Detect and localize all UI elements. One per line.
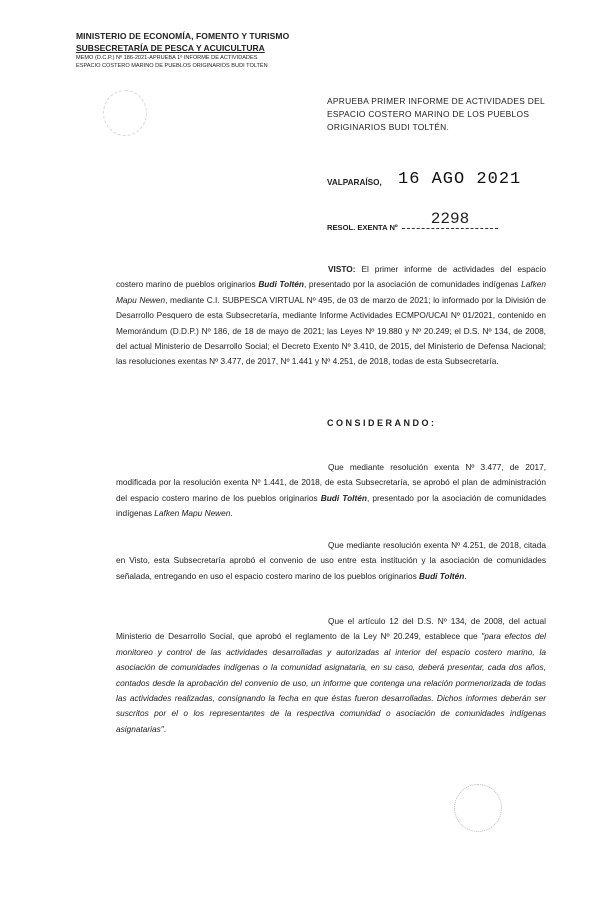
regulation-quote: "para efectos del monitoreo y control de las actividades desarrolladas y autorizadas al interior del espacio costero marino, la asociación de comunidades indígenas o la comunidad asignataria, en su caso, deberá presentar, cada dos años, contados desde la aprobación del convenio de uso, un informe que contenga una relación pormenorizada de todas las actividades realizadas, consignando la fecha en que éstas fueron desarrolladas. Dichos informes deberán ser suscritos por el o los representantes de la respectiva comunidad o asociación de comunidades indígenas asignatarias" bbox=[116, 631, 546, 734]
resolution-label: RESOL. EXENTA Nº bbox=[327, 223, 398, 232]
considerando-paragraph-1: Que mediante resolución exenta Nº 3.477, de 2017, modificada por la resolución exenta Nº 1.441, de 2018, de esta Subsecretaría, se aprobó el plan de administración del espacio costero marino de los pueblos originarios Budi Toltén, presentado por la asociación de comunidades indígenas Lafken Mapu Newen. bbox=[116, 462, 546, 519]
subsecretaria-name: SUBSECRETARÍA DE PESCA Y ACUICULTURA bbox=[76, 43, 265, 53]
association-name: Lafken Mapu Newen bbox=[154, 508, 231, 519]
letterhead bbox=[76, 30, 316, 70]
visto-paragraph: VISTO: El primer informe de actividades del espacio costero marino de pueblos originarios Budi Toltén, presentado por la asociación de comunidades indígenas Lafken Mapu Newen, mediante C.I. SUBPESCA VIRTUAL Nº 495, de 03 de marzo de 2021; lo informado por la División de Desarrollo Pesquero de esta Subsecretaría, mediante Informe Actividades ECMPO/UCAI Nº 01/2021, contenido en Memorándum (D.D.P.) Nº 186, de 18 de mayo de 2021; las Leyes Nº 19.880 y Nº 20.249; el D.S. Nº 134, de 2008, del actual Ministerio de Desarrollo Social; el Decreto Exento Nº 3.410, de 2015, del Ministerio de Defensa Nacional; las resoluciones exentas Nº 3.477, de 2017, Nº 1.441 y Nº 4.251, de 2018, todas de esta Subsecretaría. bbox=[116, 264, 547, 367]
date-stamp: 16 AGO 2021 bbox=[398, 170, 522, 189]
ecmpo-name: Budi Toltén bbox=[258, 279, 304, 290]
ministry-name: MINISTERIO DE ECONOMÍA, FOMENTO Y TURISMO bbox=[76, 31, 290, 41]
ecmpo-name: Budi Toltén bbox=[419, 570, 465, 581]
considerando-paragraph-2: Que mediante resolución exenta Nº 4.251, de 2018, citada en Visto, esta Subsecretaría aprobó el convenio de uso entre esta institución y la asociación de comunidades señalada, entregando en uso el espacio costero marino de los pueblos originarios Budi Toltén. bbox=[116, 540, 546, 581]
seal-stamp-icon bbox=[454, 784, 502, 832]
memo-reference-line1: MEMO (D.C.P.) Nº 186-2021-APRUEBA 1º INFORME DE ACTIVIDADES bbox=[76, 55, 258, 61]
faded-stamp-icon bbox=[103, 90, 147, 136]
resolution-number: 2298 bbox=[402, 210, 498, 229]
visto-heading: VISTO: bbox=[328, 264, 356, 274]
considerando-heading: CONSIDERANDO: bbox=[327, 418, 437, 428]
ecmpo-name: Budi Toltén bbox=[320, 492, 367, 503]
considerando-paragraph-3: Que el artículo 12 del D.S. Nº 134, de 2008, del actual Ministerio de Desarrollo Social, que aprobó el reglamento de la Ley Nº 20.249, establece que "para efectos del monitoreo y control de las actividades desarrolladas y autorizadas al interior del espacio costero marino, la asociación de comunidades indígenas o la comunidad asignataria, en su caso, deberá presentar, cada dos años, contados desde la aprobación del convenio de uso, un informe que contenga una relación pormenorizada de todas las actividades realizadas, consignando la fecha en que éstas fueron desarrolladas. Dichos informes deberán ser suscritos por el o los representantes de la respectiva comunidad o asociación de comunidades indígenas asignatarias". bbox=[116, 616, 546, 734]
association-name: Lafken Mapu Newen bbox=[116, 279, 546, 305]
document-title: APRUEBA PRIMER INFORME DE ACTIVIDADES DEL ESPACIO COSTERO MARINO DE LOS PUEBLOS ORIGINARIOS BUDI TOLTÉN. bbox=[327, 96, 545, 132]
memo-reference-line2: ESPACIO COSTERO MARINO DE PUEBLOS ORIGINARIOS BUDI TOLTÉN bbox=[76, 63, 268, 69]
place-label: VALPARAÍSO, bbox=[327, 178, 382, 187]
